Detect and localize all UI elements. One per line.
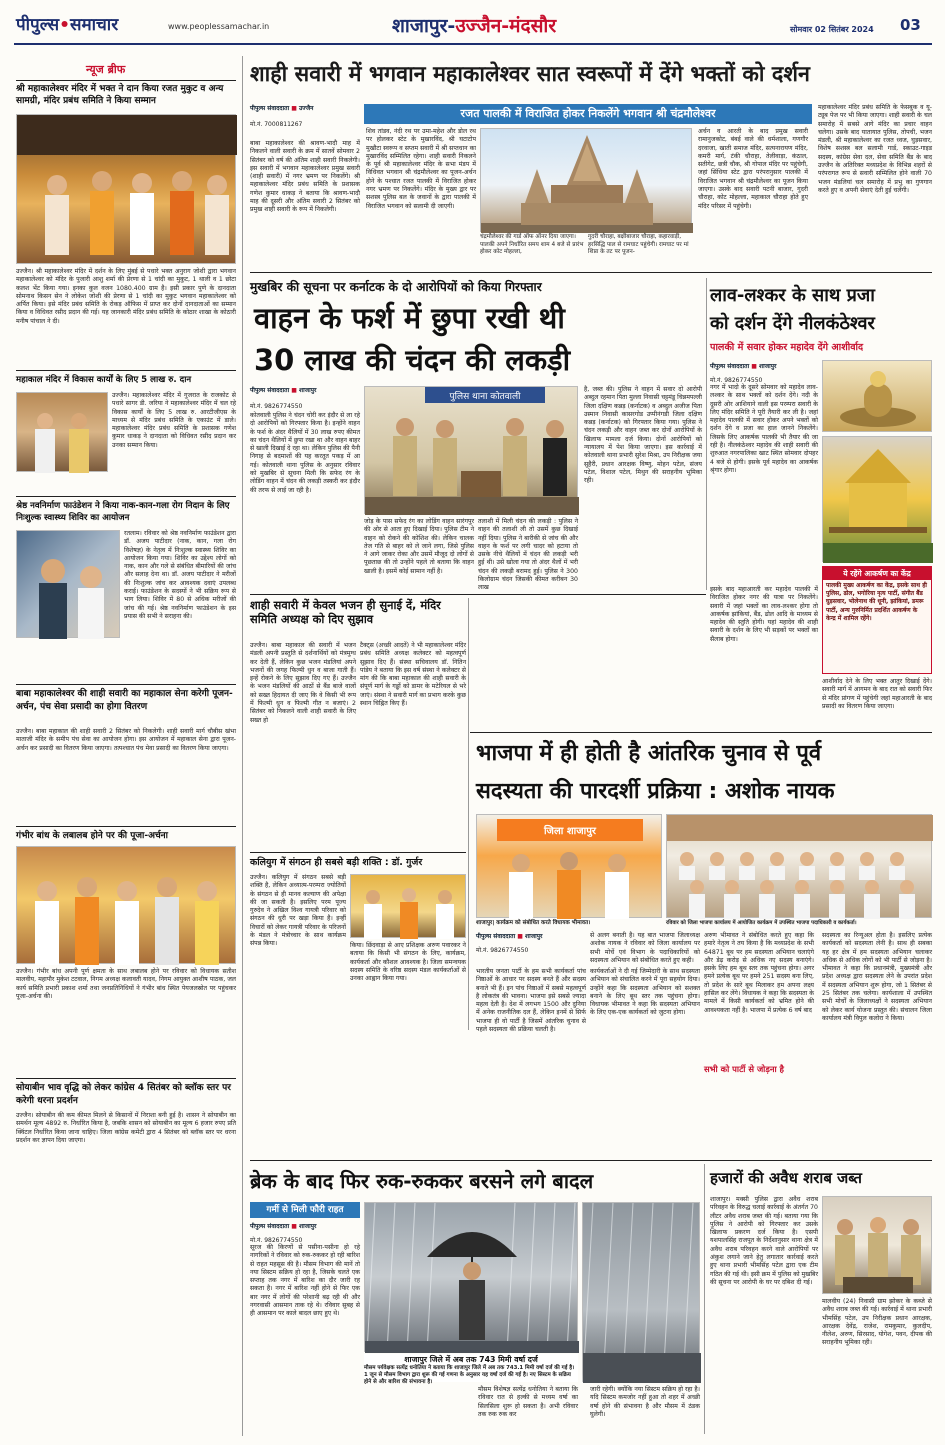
rain-byline-source: पीपुल्स संवाददाता (250, 1223, 290, 1230)
brief-3-headline: श्रेष्ठ नवनिर्माण फाउंडेशन ने किया नाक-कान-गला रोग निदान के लिए निःशुल्क स्वास्थ्य शिविर का आयोजन (16, 501, 230, 523)
kaliyug-col2: किया। छिंदवाड़ा से आए प्रशिक्षक अरुण पवारकर ने बताया कि किसी भी संगठन के लिए, कार्यक्रम, कार्यकर्ता और कौशल आवश्यक है। जिला समन्वयक सदस्य समिति के वरिष्ठ सदस्य मंडल कार्यकर्ताओं से उनका आह्वान किया गया। (350, 942, 466, 983)
brief-2-photo-figures (17, 393, 109, 473)
bjp-photo-1-caption: शाजापुर| कार्यक्रम को संबोधित करते विधायक भीमावत। (476, 920, 591, 926)
sandal-col3: है, जब्त की। पुलिस ने वाहन में सवार दो आरोपी अब्दुल रहमान पिता मुल्ला निवासी चट्टमंडू चिन्नमपल्ली जिला दक्षिण कन्नड़ (कर्नाटक) व अब्दुल अजीज पिता उस्मान निवासी कासरगोड उप्पीनंगडी जिला दक्षिण कन्नड़ (कर्नाटक) को गिरफ्तार किया गया। पुलिस ने चंदन लकड़ी और वाहन जब्त कर दोनों आरोपियों के खिलाफ मामला दर्ज किया। दोनों आरोपियों को न्यायालय में पेश किया जाएगा। इस कार्रवाई में कोतवाली थाना प्रभारी सुरेश मिश्रा, उप निरीक्षक जया सुहैरी, प्रधान आरक्षक विष्णु, मोहन पटेल, संजय पटेल, विशाल पटेल, मिथुन की सराहनीय भूमिका रही। (584, 386, 702, 485)
sandal-police-photo (364, 386, 578, 514)
brief-rule (16, 826, 236, 827)
lead-byline-source: पीपुल्स संवाददाता (250, 105, 290, 112)
brief-5-body: उज्जैन। गंभीर बांध अपनी पूर्ण क्षमता के साथ लबालब होने पर रविवार को विधायक सतीश मालवीय, महापौर मुकेश टटवाल, निगम अध्यक्ष कलावती यादव, निगम आयुक्त आशीष पाठक, जल कार्य समिति प्रभारी प्रकाश शर्मा तथा जनप्रतिनिधियों ने गंभीर बांध स्थित पेयजलस्रोत पर पहुंचकर पूजा-अर्चना की। (16, 968, 236, 1000)
brief-5-photo (16, 846, 236, 964)
bjp-headline-2: सदस्यता की पारदर्शी प्रक्रिया : अशोक नायक (476, 779, 835, 804)
sandal-kicker: मुखबिर की सूचना पर कर्नाटक के दो आरोपियों को किया गिरफ्तार (250, 280, 542, 294)
byline-dot-icon: ■ (291, 105, 297, 112)
kaliyug-col1: उज्जैन। कलियुग में संगठन सबसे बड़ी शक्ति है, लेकिन अध्यात्म-परम्परा ज्योतियों के संगठन से ही मानव कल्याण की अपेक्षा की जा सकती है। इसलिए परम पूज्य गुरुदेव ने अखिल विश्व गायत्री परिवार को संगठन की धुरी पर खड़ा किया है। इन्हीं विचारों को लेकर गायत्री परिवार के परिजनों के मंडल ने मंत्रोच्चार के साथ कार्यक्रम संपन्न किया। (250, 874, 346, 948)
section-rule (250, 594, 706, 595)
liquor-col2: मालवीय (24) निवासी ग्राम झोकर के कब्जे से अवैध शराब जब्त की गई। कार्रवाई में थाना प्रभारी भीमसिंह पटेल, उप निरीक्षक प्रधान आरक्षक, आरक्षक देवेंद्र, राजेश, रामकुमार, कुलदीप, नीलेश, अरुण, सिरसाद, योगेश, पवन, दीपक की सराहनीय भूमिका रही। (822, 1298, 932, 1347)
brief-3-photo-figures (17, 531, 121, 639)
sandal-headline-1: वाहन के फर्श में छुपा रखी थी (254, 301, 565, 335)
bjp-subhead: सभी को पार्टी से जोड़ना है (704, 1064, 814, 1078)
column-divider (706, 278, 707, 590)
lead-temple-photo (480, 128, 692, 232)
rain-box (364, 1354, 578, 1385)
rain-byline (250, 1222, 360, 1244)
rain-col1b (364, 1386, 474, 1434)
lead-photo-caption: चंद्रमौलेश्वर की गार्ड ऑफ ऑनर दिया जाएगा। पालकी अपने निर्धारित समय शाम 4 बजे से प्रारंभ होकर कोट मोहल्ला, (480, 234, 584, 255)
lead-col1: बाबा महाकालेश्वर की श्रावण-भादौ माह में निकलने वाली सवारी के क्रम में सातवें सोमवार 2 सितंबर को वर्ष की अंतिम शाही सवारी निकलेगी। इस सवारी में भगवान महाकालेश्वर प्रमुख सवारी (शाही सवारी) में नगर भ्रमण पर निकलेंगे। श्री महाकालेश्वर मंदिर प्रबंध समिति के प्रशासक गणेश कुमार धाकड़ ने बताया कि श्रावण-भादौ माह की दूसरी और अंतिम सवारी 2 सितंबर को प्रमुख शाही सवारी के रूप में निकलेगी। (250, 140, 360, 214)
section-rule (250, 852, 466, 853)
brief-4-body: उज्जैन। बाबा महाकाल की शाही सवारी 2 सितंबर को निकलेगी। शाही सवारी मार्ग चौबीस खंभा माताजी मंदिर के समीप पंच सेवा का आयोजन होगा। इस आयोजन में महाकाल सेना द्वारा पूजन-अर्चन कर प्रसादी का वितरण किया जाएगा। तत्पश्चात पंच मेवा प्रसादी का वितरण किया जाएगा। (16, 728, 236, 752)
neelkanth-byline (710, 362, 820, 384)
bjp-stage-illustration (477, 815, 663, 919)
brief-1-photo (16, 114, 236, 264)
column-divider (242, 56, 243, 1436)
byline-dot-icon: ■ (291, 387, 297, 394)
logo-right: समाचार (69, 15, 119, 35)
kaliyug-headline: कलियुग में संगठन ही सबसे बड़ी शक्ति : डॉ. गुर्जर (250, 857, 423, 868)
logo (16, 12, 118, 35)
bhajan-headline: शाही सवारी में केवल भजन ही सुनाई दें, मंदिर समिति अध्यक्ष को दिए सुझाव (250, 598, 441, 626)
rain-col3: जारी रहेगी। क्योंकि नया सिस्टम सक्रिय हो रहा है। यदि सिस्टम कमजोर नहीं हुआ तो शहर में अच्छी वर्षा होने की संभावना है और मौसम में ठंडक घुलेगी। (590, 1386, 700, 1418)
sandal-photo-caption: जोड़ के पास सफेद रंग का लोडिंग वाहन सारंगपुर की ओर से आता हुए दिखाई दिया। पुलिस टीम ने वाहन को रोकने की कोशिश की। लेकिन चालक तेज गति से बाहर को ले जाने लगा, जिसे पुलिस ने आगे जाकर रोका और उसमें मौजूद दो लोगों से पूछताछ की तो उन्होंने पहले तो बताया कि वाहन खाली है। इसमें कोई सामान नहीं है। (364, 518, 474, 575)
rain-umbrella-illustration (365, 1203, 579, 1353)
brief-2-body: उज्जैन। महाकालेश्वर मंदिर में गुजरात के राजकोट से पधारे सागर डी. जरिया ने महाकालेश्वर मंदिर में चल रहे विकास कार्यों के लिए 5 लाख रु. आरटीजीएस के माध्यम से मंदिर प्रबंध समिति के एकाउंट में डाले। महाकालेश्वर मंदिर प्रबंध समिति के प्रशासक गणेश कुमार धाकड़ ने दानदाता को विधिवत रसीद प्रदान कर उनका सम्मान किया। (112, 392, 236, 449)
liquor-photo (822, 1196, 932, 1294)
brief-3-photo (16, 530, 120, 638)
news-brief-tag: न्यूज ब्रीफ (86, 63, 126, 76)
brief-1-headline: श्री महाकालेश्वर मंदिर में भक्त ने दान किया रजत मुकुट व अन्य सामग्री, मंदिर प्रबंध समिति ने किया सम्मान (16, 84, 224, 106)
neelkanth-headline-1: लाव-लश्कर के साथ प्रजा (710, 285, 875, 306)
rain-streaks-illustration (583, 1203, 701, 1383)
news-brief-column (16, 56, 236, 1438)
bjp-col3-top: अरुण भीमावत ने संबोधित करते हुए कहा कि हमारे नेतृत्व ने तय किया है कि मध्यप्रदेश के सभी 64871 बूथ पर हम सदस्यता अभियान चलाएंगे और डेढ़ करोड़ से अधिक नए सदस्य बनाएंगे। इसके लिए हम बूथ स्तर तक पहुंचना होगा। अगर हमने प्रत्येक बूथ पर हमने 251 सदस्य बना लिए, तो प्रदेश के सारे बूथ मिलाकर हम अपना लक्ष्य हासिल कर लेंगे। विधायक ने कहा कि सदस्यता के मामले में किसी कार्यकर्ता को भ्रमित होने की आवश्यकता नहीं है। भाजपा में प्रत्येक 6 वर्ष बाद (704, 932, 814, 1014)
lead-col5: महाकालेश्वर मंदिर प्रबंध समिति के फेसबुक व यू-ट्यूब पेज पर भी किया जाएगा। शाही सवारी के चल समारोह में सबसे आगे मंदिर का प्रचार वाहन चलेगा। उसके बाद यातायात पुलिस, तोपची, भजन मंडली, श्री महाकालेश्वर का रजत ध्वज, घुड़सवार, विशेष सशस्त्र बल सलामी गार्ड, स्काउट-गाइड सदस्य, कांग्रेस सेवा दल, सेवा समिति बैंड के बाद उज्जैन के अतिरिक्त मध्यप्रदेश के विभिन्न शहरों से परंपरागत रूप से सवारी सम्मिलित होने वाली 70 भजन मंडलियां चल समारोह में प्रभु का गुणगान करते हुए व अपनी सेवाएं देती हुई चलेंगी। (818, 104, 932, 194)
lead-col2: शिव तांडव, नंदी रथ पर उमा-महेश और डोल रथ पर होलकर स्टेट के मुखारविंद, श्री घटाटोप मुखौटा स्वरूप व सप्तम सवारी में श्री सप्तधान का मुखारविंद सम्मिलित रहेगा। शाही सवारी निकलने के पूर्व श्री महाकालेश्वर मंदिर के सभा मंडप में विधिवत भगवान श्री चंद्रमौलेश्वर का पूजन-अर्चन होने के पश्चात रजत पालकी में विराजित होकर नगर भ्रमण पर निकलेंगे। मंदिर के मुख्य द्वार पर सशस्त्र पुलिस बल के जवानों के द्वारा पालकी में विराजित भगवान को सलामी दी जाएगी। (366, 128, 476, 210)
rain-col2: मौसम विशेषज्ञ सत्येंद्र धनोतिया ने बताया कि रविवार रात से हल्की से मध्यम वर्षा का सिलसिला शुरू हो सकता है। अभी रविवार तक रुक रुक कर (478, 1386, 578, 1418)
brief-rule (16, 1078, 236, 1079)
logo-left: पीपुल्स (16, 15, 60, 35)
neelkanth-shivling-photo (822, 360, 932, 432)
rain-col1: सूरज की किरणों से पसीना-पसीना हो रहे नागरिकों ने रविवार को रुक-रुककर हो रही बारिश से राहत महसूस की है। मौसम विभाग की मानें तो नया सिस्टम सक्रिय हो रहा है, जिसके चलते एक सप्ताह तक नगर में बारिश का दौर जारी रह सकता है। नगर में बारिश नहीं होने से फिर एक बार नगर में लोगों की परेशानी बढ़ रही थी और नगरवासी आसमान ताक रहे थे। रविवार सुबह से ही आसमान पर काले बादल छाए हुए थे। (250, 1244, 360, 1318)
lead-byline-city: उज्जैन (299, 105, 314, 112)
brief-1-photo-figures (17, 115, 237, 265)
masthead (0, 0, 945, 44)
bjp-banner-text: जिला शाजापुर (543, 826, 597, 837)
website: www.peoplessamachar.in (168, 22, 270, 31)
liquor-headline: हजारों की अवैध शराब जब्त (710, 1169, 862, 1187)
bjp-col4: सदस्यता का रिन्यूअल होता है। इसलिए प्रत्येक कार्यकर्ता को सदस्यता लेनी है। साथ ही सबका यह हर क्षेत्र में हम सदस्यता अभियान चलाकर अधिक से अधिक लोगों को भी पार्टी से जोड़ना है। भीमावत ने कहा कि प्रधानमंत्री, मुख्यमंत्री और प्रदेश अध्यक्ष द्वारा सदस्यता लेने के उपरांत प्रदेश में सदस्यता अभियान शुरू होगा, जो 1 सितंबर से 25 सितंबर तक चलेगा। कार्यशाला में उपस्थित सभी मोर्चों के जिलाध्यक्षों ने सदस्यता अभियान को लेकर कार्य योजना प्रस्तुत की। संचालन जिला कार्यालय मंत्री विपुल कलोरा ने किया। (822, 932, 932, 1022)
lead-subhead: रजत पालकी में विराजित होकर निकलेंगे भगवान श्री चंद्रमौलेश्वर (364, 104, 812, 124)
sandal-byline (250, 386, 360, 410)
rain-box-title: शाजापुर जिले में अब तक 743 मिमी वर्षा दर्ज (404, 1355, 538, 1364)
palki-illustration (823, 437, 933, 563)
section-rule (470, 732, 932, 733)
police-sign-text: पुलिस थाना कोतवाली (449, 392, 521, 402)
liquor-police-illustration (823, 1197, 933, 1295)
brief-3-body: रतलाम। रविवार को श्रेष्ठ नवनिर्माण फाउंडेशन द्वारा डॉ. अजय पाटीदार (नाक, कान, गला रोग विशेषज्ञ) के नेतृत्व में निःशुल्क स्वास्थ्य शिविर का आयोजन किया गया। शिविर का उद्देश्य लोगों को नाक, कान और गले से संबंधित बीमारियों की जांच और सलाह देना था। डॉ. अजय पाटीदार ने मरीजों की निःशुल्क जांच कर आवश्यक दवाएं उपलब्ध कराई। फाउंडेशन के सदस्यों ने भी सक्रिय रूप से भाग लिया। शिविर में 80 से अधिक मरीजों की जांच की गई। श्रेष्ठ नवनिर्माण फाउंडेशन के इस प्रयास की सभी ने सराहना की। (124, 530, 236, 620)
brief-rule (16, 80, 236, 81)
bjp-headline-1: भाजपा में ही होती है आंतरिक चुनाव से पूर्व (476, 741, 822, 766)
liquor-col1: शाजापुर। मक्सी पुलिस द्वारा अवैध शराब परिवहन के विरुद्ध चलाई कार्रवाई के अंतर्गत 70 लीटर अवैध शराब जब्त की गई। बताया गया कि पुलिस ने आरोपी को गिरफ्तार कर उसके खिलाफ प्रकरण दर्ज किया है। एसपी यशपालसिंह राजपूत के निर्देशानुसार थाना क्षेत्र में अवैध शराब परिवहन करने वाले आरोपियों पर अंकुश लगाने जाने हेतु लगातार कार्रवाई करते हुए थाना प्रभारी भीमसिंह पटेल द्वारा एक टीम गठित की गई थी। इसी क्रम में पुलिस को मुखबिर की सूचना पर आरोपी के घर पर दबिश दी गई। (710, 1196, 818, 1286)
police-station-illustration (365, 387, 579, 515)
neelkanth-col2: इसके बाद महाआरती कर महादेव पालकी में विराजित होकर नगर की यात्रा पर निकलेंगे। सवारी में जहां भक्तों का लाव-लश्कर होगा तो आकर्षक झांकियां, बैंड, ढोल आदि के माध्यम से महादेव की स्तुति होगी। यहां महादेव की शाही सवारी के दर्शन के लिए भी सड़कों पर भक्तों का सैलाब होगा। (710, 586, 818, 643)
kaliyug-photo (350, 874, 466, 938)
byline-dot-icon: ■ (517, 933, 523, 940)
section-title-2: उज्जैन-मंदसौर (455, 15, 557, 37)
section-title-1: शाजापुर- (392, 15, 456, 37)
page-number: 03 (900, 16, 921, 34)
neelkanth-subhead: पालकी में सवार होकर महादेव देंगे आशीर्वाद (710, 342, 864, 353)
rain-box-body: मौसम पर्यवेक्षक सत्येंद्र धनोतिया ने बताया कि शाजापुर जिले में अब तक 743.1 मिमी वर्षा दर्ज की गई है। 1 जून से मौसम विभाग द्वारा शुरू की गई गणना के अनुसार यह वर्षा दर्ज की गई है। नए सिस्टम के सक्रिय होने से और बारिश की संभावना है। (364, 1365, 575, 1385)
sandal-byline-city: शाजापुर (299, 387, 317, 394)
bjp-photo-1 (476, 814, 662, 918)
lead-mobile: मो.नं. 7000811267 (250, 121, 303, 128)
temple-illustration (481, 129, 693, 233)
neelkanth-byline-source: पीपुल्स संवाददाता (710, 363, 750, 370)
bjp-byline-city: शाजापुर (525, 933, 543, 940)
neelkanth-box (822, 566, 932, 674)
rain-photo-2 (582, 1202, 700, 1382)
bjp-photo-2 (666, 814, 932, 918)
neelkanth-headline-2: को दर्शन देंगे नीलकंठेश्वर (710, 313, 875, 334)
bjp-col1: भारतीय जनता पार्टी के हम सभी कार्यकर्ता पांच निष्ठाओं के आधार पर सदस्य बनते हैं और सदस्य बनाते भी हैं। इन पांच निष्ठाओं में सबसे महत्वपूर्ण है लोकतंत्र की भावना। भाजपा इसे सबसे ज्यादा महत्व देती है। देश में लगभग 1500 और दुनिया में अनेक राजनीतिक दल हैं, लेकिन इनमें से सिर्फ भाजपा ही वो पार्टी है जिसमें आंतरिक चुनाव से पहले सदस्यता की प्रक्रिया चलती है। (476, 968, 586, 1034)
section-rule (250, 1160, 932, 1161)
brief-5-headline: गंभीर बांध के लबालब होने पर की पूजा-अर्चना (16, 831, 168, 841)
brief-6-body: उज्जैन। सोयाबीन की कम कीमत मिलने से किसानों में निराशा बनी हुई है। शासन ने सोयाबीन का समर्थन मूल्य 4892 रु. निर्धारित किया है, जबकि शासन को सोयाबीन का मूल्य 6 हजार रुपए प्रति क्विंटल निर्धारित किया जाना चाहिए। जिला कांग्रेस कमेटी द्वारा 4 सितंबर को ब्लॉक स्तर पर धरना प्रदर्शन कर ज्ञापन दिया जाएगा। (16, 1112, 236, 1144)
bjp-audience-illustration (667, 815, 933, 919)
sandal-mobile: मो.नं. 9826774550 (250, 403, 303, 410)
brief-rule (16, 684, 236, 685)
byline-dot-icon: ■ (751, 363, 757, 370)
rain-mobile: मो.नं. 9826774550 (250, 1237, 303, 1244)
rain-subhead: गर्मी से मिली फौरी राहत (250, 1202, 360, 1218)
sandal-col2: तलाशी में मिली चंदन की लकड़ी : पुलिस ने वाहन की तलाशी ली तो उसमें कुछ दिखाई नहीं दिया। पुलिस ने बारीकी से जांच की और वाहन के फर्श पर लगी चादर को हटाया तो उसके नीचे थैलियों में चंदन की लकड़ी भरी हुई थी। उसे खोला गया तो अंदर थैलों में भरी चंदन की लकड़ी बरामद हुई। पुलिस ने 300 किलोग्राम चंदन जिसकी कीमत करीबन 30 लाख (478, 518, 578, 592)
neelkanth-col1: नगर में भादो के दूसरे सोमवार को महादेव लाव-लश्कर के साथ भक्तों को दर्शन देंगे। नदी के दूसरी ओर आशियाने वाली इस परम्परा सवारी के लिए मंदिर समिति ने पूरी तैयारी कर ली है। जहां महादेव पालकी में सवार होकर अपने भक्तों को दर्शन देंगे व प्रजा का हाल जानने निकलेंगे। जिसके लिए आकर्षक पालकी भी तैयार की जा रही है। नीलकंठेश्वर महादेव की शाही सवारी की शुरुआत नगरपालिका खाट स्थित सोमवार दोपहर 4 बजे से होगी। इसके पूर्व महादेव का आकर्षक श्रृंगार होगा। (710, 384, 818, 474)
section-rule (250, 272, 932, 273)
neelkanth-col3: आशीर्वाद देने के लिए भक्त आतुर दिखाई देंगे। सवारी मार्ग में आगमन के बाद रात को सवारी फिर से मंदिर प्रांगण में पहुंचेगी जहां महाआरती के बाद प्रसादी का वितरण किया जाएगा। (822, 678, 932, 710)
neelkanth-byline-city: शाजापुर (759, 363, 777, 370)
bhajan-col1: उज्जैन। बाबा महाकाल की सवारी में भजन मंडली अपनी प्रस्तुति से दर्शनार्थियों को मंत्रमुग्ध कर देती हैं, लेकिन कुछ भजन मंडलियां अपने भजनों की जगह फिल्मी धुन व बाजा गाती हैं। इन्हें रोकने के लिए सुझाव दिए गए हैं। उज्जैन के भजन मंडलियों की आठों से बैंड बाजे वालों को सख्त हिदायत दी जाए कि वे किसी भी रूप में फिल्मी धुन व फिल्मी गीत न बजाएं। 2 सितंबर को निकलने वाली शाही सवारी के लिए सख्त हो (250, 642, 356, 724)
neelkanth-palki-photo (822, 436, 932, 562)
sandal-col1: कोतवाली पुलिस ने चंदन चोरी कर इंदौर से ला रहे दो आरोपियों को गिरफ्तार किया है। इन्होंने वाहन के फर्श के अंदर थैलियों में 30 लाख रुपए कीमत का चंदन थैलियों में छुपा रखा था और वाहन बाहर से खाली दिखाई दे रहा था। लेकिन पुलिस की पैनी निगाह से बदमाशों की यह करतूत पकड़ में आ गई। कोतवाली थाना पुलिस के अनुसार रविवार को मुखबिर से सूचना मिली कि सफेद रंग के लोडिंग वाहन में चंदन की लकड़ी तस्करी कर इंदौर की तरफ से लाई जा रही है। (250, 412, 360, 494)
byline-dot-icon: ■ (291, 1223, 297, 1230)
neelkanth-box-title: ये रहेंगे आकर्षण का केंद्र (823, 567, 931, 580)
brief-6-headline: सोयाबीन भाव वृद्धि को लेकर कांग्रेस 4 सितंबर को ब्लॉक स्तर पर करेगी धरना प्रदर्शन (16, 1083, 231, 1106)
rain-headline: ब्रेक के बाद फिर रुक-रुककर बरसने लगे बादल (250, 1169, 594, 1193)
bjp-photo-2-caption: रविवार को जिला भाजपा कार्यालय में आयोजित कार्यक्रम में उपस्थित भाजपा पदाधिकारी व कार्यकर्ता। (666, 920, 857, 926)
bjp-mobile: मो.नं. 9826774550 (476, 947, 529, 954)
brief-5-photo-figures (17, 847, 237, 965)
sandal-byline-source: पीपुल्स संवाददाता (250, 387, 290, 394)
neelkanth-mobile: मो.नं. 9826774550 (710, 377, 763, 384)
lead-col3: गुदरी चौराहा, बक्षीबाजार चौराहा, कहारवाड़ी, हरसिद्धि पाल से रामघाट पहुंचेगी। रामघाट पर मां शिप्रा के तट पर पूजन- (588, 234, 689, 255)
bjp-intro: से अलग बनाती है। यह बात भाजपा जिलाध्यक्ष अशोक नायक ने रविवार को जिला कार्यालय पर सभी मोर्चे एवं विभाग के पदाधिकारियों को सदस्यता अभियान को संबोधित करते हुए कही। (590, 932, 700, 964)
lead-byline (250, 104, 360, 128)
bhajan-col2: टैक्ट्स (अच्छी आदतें) ने भी महाकालेश्वर मंदिर प्रबंध समिति अध्यक्ष कलेक्टर को महत्वपूर्ण सुझाव दिए हैं। संस्था सचिवालय डॉ. नितिन पांडेय ने बताया कि इस वर्ष संस्था ने कलेक्टर से मांग की कि बाबा महाकाल की शाही सवारी के संपूर्ण मार्ग के गड्ढों को डामर के मटेरियल से भरे जाएं। संस्था ने सवारी मार्ग का प्रभाग करके कुछ स्थान चिह्नित किए हैं। (360, 642, 466, 708)
column-divider (704, 1164, 705, 1434)
bjp-col2: कार्यकर्ताओं ने दी गई जिम्मेदारी के साथ सदस्यता अभियान को संचालित करने में पूरा सहयोग दिया। उन्होंने कहा कि सदस्यता अभियान को सशक्त बनाने के लिए बूथ स्तर तक पहुंचना होगा। विधायक भीमावत ने कहा कि सदस्यता अभियान के लिए एक-एक कार्यकर्ता को जुटना होगा। (590, 968, 700, 1017)
date: सोमवार 02 सितंबर 2024 (790, 25, 874, 34)
kaliyug-photo-figures (351, 875, 467, 939)
column-divider (468, 598, 469, 1030)
brief-rule (16, 370, 236, 371)
lead-col4: अर्चन व आरती के बाद प्रमुख सवारी रामानुजकोट, बंबई वाले की धर्मशाला, गणगौर दरवाजा, खाती समाज मंदिर, सत्यनारायण मंदिर, कमरी मार्ग, टंकी चौराहा, तेलीवाड़ा, कंठाल, सतीगेट, छत्री चौक, श्री गोपाल मंदिर पर पहुंचेगी, जहां सिंधिया स्टेट द्वारा परंपरानुसार पालकी में विराजित भगवान श्री चंद्रमौलेश्वर का पूजन किया जाएगा। उसके बाद सवारी पटनी बाजार, गुदरी चौराहा, कोट मोहल्ला, महाकाल चौराहा होते हुए मंदिर परिसर में पहुंचेगी। (698, 128, 808, 210)
rain-byline-city: शाजापुर (299, 1223, 317, 1230)
rain-photo (364, 1202, 578, 1352)
brief-1-body: उज्जैन। श्री महाकालेश्वर मंदिर में दर्शन के लिए मुंबई से पधारे भक्त अनुराग जोशी द्वारा भगवान महाकालेश्वर को मंदिर के पुजारी आशु शर्मा की प्रेरणा से 1 चांदी का मुकुट, 1 थाली व 1 छोटा कलश भेंट किया गया। इनका कुल वजन 1080.400 ग्राम है। इसी प्रकार पुणे के दानदाता सोमनाथ किसन सेन ने लोकेश जोशी की प्रेरणा से 1 चांदी का मुकुट भगवान महाकालेश्वर को अर्पित किया। इसे मंदिर प्रबंध समिति के रोकड़ ऑफिस में प्राप्त कर दोनों दानदाताओं का सम्मान किया व विधिवत रसीद प्रदान की गई। यह जानकारी मंदिर प्रबंध समिति के कोठार शाखा के कोठारी मनीष पांचाल ने दी। (16, 268, 236, 325)
brief-4-headline: बाबा महाकालेश्वर की शाही सवारी का महाकाल सेना करेगी पूजन-अर्चन, पंच सेवा प्रसादी का होगा वितरण (16, 689, 233, 712)
lead-headline: शाही सवारी में भगवान महाकालेश्वर सात स्वरूपों में देंगे भक्तों को दर्शन (250, 62, 810, 87)
brief-rule (16, 496, 236, 497)
bjp-byline (476, 932, 586, 954)
shivling-illustration (823, 361, 933, 433)
logo-dot-icon: • (59, 15, 70, 35)
masthead-rule (14, 43, 932, 45)
brief-2-photo (16, 392, 108, 472)
section-title (392, 12, 556, 38)
neelkanth-box-body: पालकी मुख्य आकर्षण का केंद्र, इसके साथ ही पुलिस, ढोल, भगोरिया नृत्य पार्टी, संगीत बैंड घुड़सवार, भोलेनाथ की धूनी, झांकियां, डमरू पार्टी, अन्य गुरुनिर्मित प्रदर्शित आकर्षण के केन्द्र में शामिल रहेंगे। (826, 582, 927, 622)
sandal-headline-2: 30 लाख की चंदन की लकड़ी (254, 343, 571, 377)
bjp-byline-source: पीपुल्स संवाददाता (476, 933, 516, 940)
brief-2-headline: महाकाल मंदिर में विकास कार्यों के लिए 5 लाख रु. दान (16, 375, 192, 385)
